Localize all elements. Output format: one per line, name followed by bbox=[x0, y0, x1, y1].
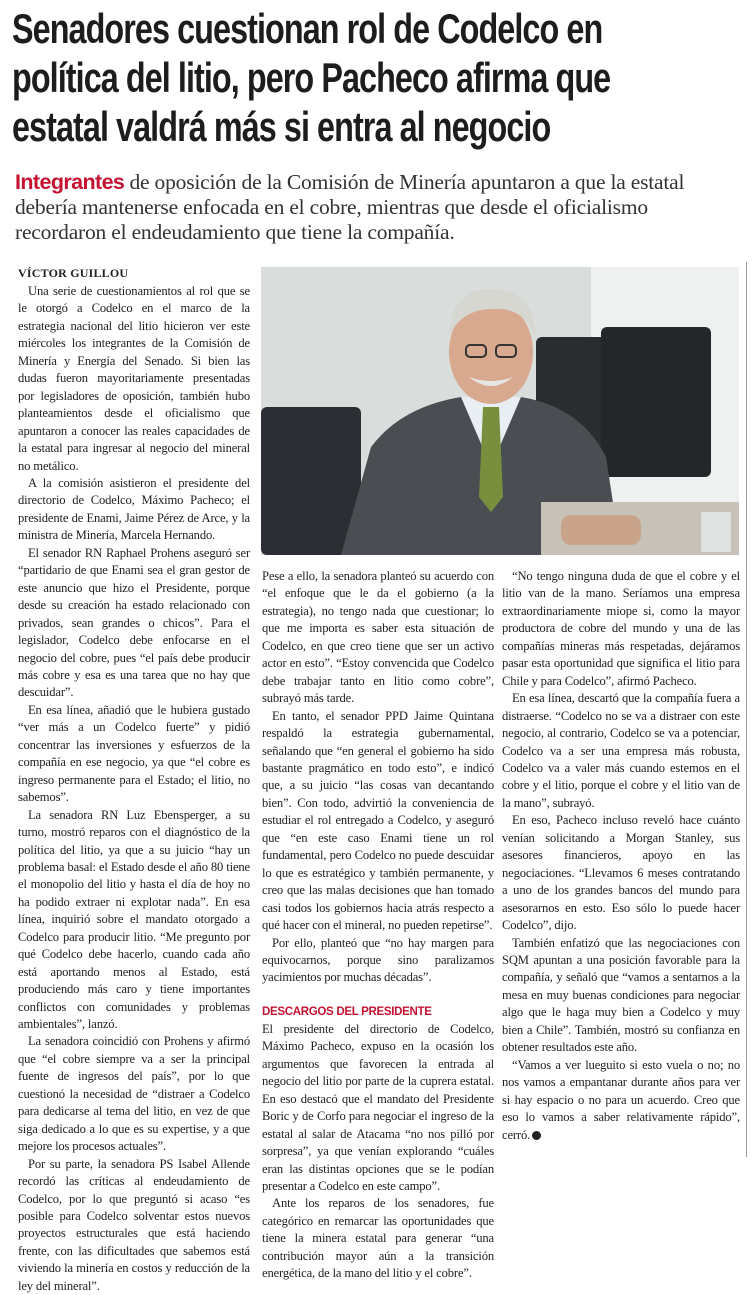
article-deck bbox=[15, 170, 740, 245]
paragraph: A la comisión asistieron el presidente del directorio de Codelco, Máximo Pacheco; el presidente de Enami, Jaime Pérez de Arce, y la ministra de Minería, Marcela Hernando. bbox=[18, 475, 250, 543]
paragraph: Una serie de cuestionamientos al rol que se le otorgó a Codelco en el marco de la estrategia nacional del litio hicieron ver este miércoles los integrantes de la Comisión de Minería y Energía del Senado. Si bien las dudas fueron mayoritariamente presentadas por legisladores de oposición, también hubo planteamientos desde el oficialismo que apuntaron a conocer las reales capacidades de la estatal para ingresar al negocio del mineral no metálico. bbox=[18, 284, 250, 473]
paragraph: “No tengo ninguna duda de que el cobre y el litio van de la mano. Seríamos una empresa extraordinariamente miope si, como la mayor productora de cobre del mundo y una de las compañías mineras más respetadas, dejáramos pasar esta oportunidad que significa el litio para Chile y para Codelco”, afirmó Pacheco. bbox=[502, 569, 740, 688]
headline-line: política del litio, pero Pacheco afirma que bbox=[12, 54, 611, 101]
paragraph: “Vamos a ver lueguito si esto vuela o no; no nos vamos a empantanar durante años para ver si hay espacio o no para un acuerdo. Creo que eso lo vamos a saber relativamente rápido”, cerró. bbox=[502, 1057, 740, 1142]
photo-illustration bbox=[261, 267, 739, 555]
column-1 bbox=[18, 283, 250, 1295]
paragraph: También enfatizó que las negociaciones con SQM apuntan a una posición favorable para la compañía, y señaló que “vamos a sentarnos a la mesa en muy buenas condiciones para negociar algo que le haga muy bien a Codelco y muy bien a Chile”. También, mostró su confianza en obtener resultados este año. bbox=[502, 935, 740, 1055]
paragraph: En tanto, el senador PPD Jaime Quintana respaldó la estrategia gubernamental, señalando que “en general el gobierno ha sido bastante pragmático en todo esto”, e indicó que, a su juicio “las cosas van decantando bien”. Con todo, advirtió la conveniencia de estudiar el rol entregado a Codelco, y aseguró que “en este caso Enami tiene un rol fundamental, pero Codelco no puede descuidar lo que es estratégico y también permanente, y creo que las malas decisiones que han tomado casi todos los gobiernos hacia atrás respecto a qué hacer con el mineral, no pueden repetirse”. bbox=[262, 708, 494, 933]
paragraph: Pese a ello, la senadora planteó su acuerdo con “el enfoque que le da el gobierno (a la estrategia), no tengo nada que cuestionar; lo que me importa es saber esta situación de Codelco, en que creo tiene que ser un activo actor en esto”. “Estoy convencida que Codelco debe trabajar tanto en litio como cobre”, subrayó más tarde. bbox=[262, 569, 494, 706]
paragraph: Ante los reparos de los senadores, fue categórico en remarcar las oportunidades que tiene la minera estatal para generar “una contribución mayor aún a la transición energética, de la mano del litio y el cobre”. bbox=[262, 1196, 494, 1281]
section-subhead: DESCARGOS DEL PRESIDENTE bbox=[262, 1005, 432, 1018]
column-divider bbox=[746, 262, 747, 1157]
headline-line: estatal valdrá más si entra al negocio bbox=[12, 103, 551, 150]
paragraph: Por ello, planteó que “no hay margen para equivocarnos, porque sino paralizamos yacimientos por muchas décadas”. bbox=[262, 935, 494, 985]
article-photo bbox=[261, 267, 739, 555]
paragraph: El senador RN Raphael Prohens aseguró ser “partidario de que Enami sea el gran gestor de este anuncio que hizo el Presidente, porque desde su creación ha estado relacionado con privados, sean grandes o chicos”. Para el legislador, Codelco debe enfocarse en el negocio del cobre, pues “el país debe producir más cobre y esa es una tarea que no hay que descuidar”. bbox=[18, 545, 250, 700]
paragraph: En esa línea, añadió que le hubiera gustado “ver más a un Codelco fuerte” y pidió concentrar las inversiones y esfuerzos de la compañía en ese negocio, ya que “el cobre es ingreso permanente para el Estado; el litio, no sabemos”. bbox=[18, 702, 250, 805]
column-3 bbox=[502, 568, 740, 1144]
column-2 bbox=[262, 568, 494, 1283]
deck-text: de oposición de la Comisión de Minería apuntaron a que la estatal debería mantenerse enfocada en el cobre, mientras que desde el oficialismo recordaron el endeudamiento que tiene la compañía. bbox=[15, 170, 685, 244]
paragraph: El presidente del directorio de Codelco, Máximo Pacheco, expuso en la ocasión los argumentos que favorecen la entrada al negocio del litio por parte de la cuprera estatal. En eso destacó que el mandato del Presidente Boric y de Corfo para negociar el ingreso de la estatal al salar de Atacama “no nos pilló por sorpresa”, ya que venían explorando “cuáles eran las distintas opciones que se le podían presentar a Codelco en este campo”. bbox=[262, 1021, 494, 1193]
byline: VÍCTOR GUILLOU bbox=[18, 266, 129, 280]
end-mark-icon bbox=[532, 1131, 541, 1140]
deck-lead: Integrantes bbox=[15, 170, 125, 194]
paragraph: Por su parte, la senadora PS Isabel Allende recordó las críticas al endeudamiento de Codelco, por lo que preguntó si acaso “es posible para Codelco solventar estos nuevos proyectos estructurales que está haciendo frente, con las dificultades que sabemos está viviendo la minería en costos y reducción de la ley del mineral”. bbox=[18, 1156, 250, 1293]
paragraph: En esa línea, descartó que la compañía fuera a distraerse. “Codelco no se va a distraer con este negocio, al contrario, Codelco se va a potenciar, Codelco va a ser una empresa más robusta, Codelco va a valer más cuando estemos en el cobre y el litio, porque el cobre y el litio van de la mano”, subrayó. bbox=[502, 691, 740, 810]
paragraph: En eso, Pacheco incluso reveló hace cuánto venían solicitando a Morgan Stanley, sus asesores financieros, apoyo en las negociaciones. “Llevamos 6 meses contratando a uno de los grandes bancos del mundo para asesorarnos en esto. Eso sólo lo puede hacer Codelco”, dijo. bbox=[502, 813, 740, 933]
headline bbox=[12, 4, 751, 151]
paragraph: La senadora coincidió con Prohens y afirmó que “el cobre siempre va a ser la principal fuente de ingresos del país”, por lo que cuestionó la necesidad de “distraer a Codelco para dedicarse al tema del litio, en vez de que siga dedicado a lo que es su expertise, y a que mejore los procesos actuales”. bbox=[18, 1034, 250, 1154]
headline-line: Senadores cuestionan rol de Codelco en bbox=[12, 5, 603, 52]
paragraph: La senadora RN Luz Ebensperger, a su turno, mostró reparos con el diagnóstico de la política del litio, ya que a su juicio “hay un problema basal: el Estado desde el año 80 tiene el monopolio del litio y hasta el día de hoy no ha podido extraer ni explotar nada”. En esa línea, inquirió sobre el mandato otorgado a Codelco para producir litio. “Me pregunto por qué Codelco debe hacerlo, cuando cada año está aportando menos al Estado, está produciendo más caro y tiene importantes conflictos con comunidades y problemas ambientales”, lanzó. bbox=[18, 807, 250, 1032]
